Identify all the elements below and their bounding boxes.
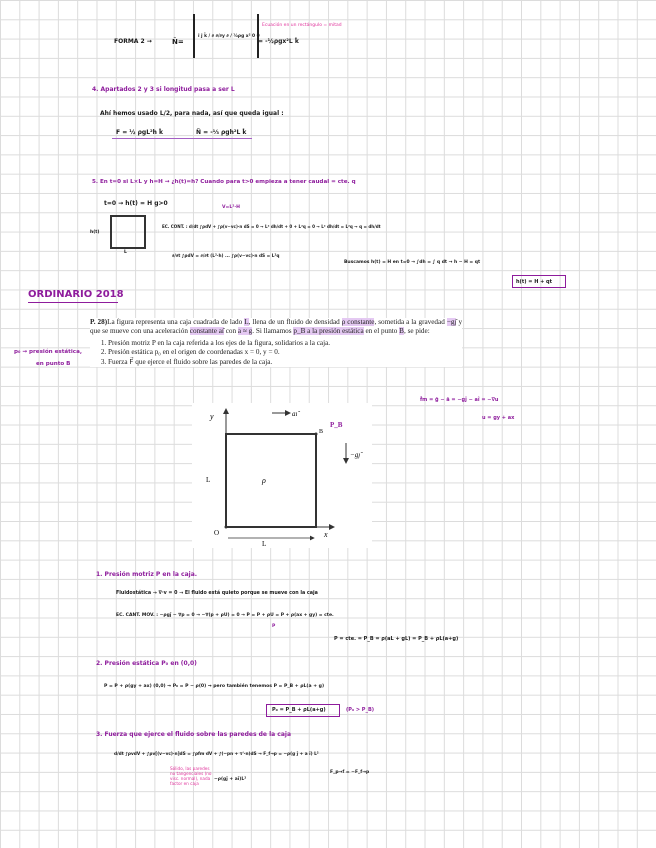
label-O: O bbox=[214, 529, 220, 537]
forma2-result: = -½ρgx²L k̂ bbox=[258, 38, 299, 45]
sol2-line2b: (P₀ > P_B) bbox=[346, 707, 375, 713]
box-figure bbox=[192, 403, 372, 548]
label-pB: P_B bbox=[330, 421, 343, 429]
label-accel: aı̂ bbox=[292, 410, 298, 418]
item4-underline bbox=[112, 138, 252, 139]
forma2-note: Ecuación en un rectángulo = mitad bbox=[262, 23, 342, 28]
sol3-line1: d/dt ∫ρvdV + ∫ρv[(v−vc)·n]dS = ∫ρfm dV + ∫(−pn + τ'·n)dS → F_f→p = −ρ(g ȷ̂ + a ı̂) L² bbox=[114, 752, 319, 757]
sol2-line1: P = P + ρ(gy + ax) (0,0) → P₀ = P − ρ(0) → pero también tenemos P = P_B + ρL(a + g) bbox=[104, 684, 325, 689]
sol1-line2-sub: P bbox=[272, 624, 276, 629]
sol3-under2: F_p→f = −F_f→p bbox=[330, 770, 370, 775]
section-title-underline bbox=[28, 302, 118, 303]
sol1-title: 1. Presión motriz P en la caja. bbox=[96, 571, 198, 578]
problem-item-3: 3. Fuerza F⃗ que ejerce el fluido sobre las paredes de la caja. bbox=[108, 358, 462, 367]
label-x: x bbox=[324, 530, 328, 539]
label-rho: ρ bbox=[262, 476, 266, 485]
forma2-symbol: Ñ= bbox=[172, 38, 184, 46]
problem-item-2: 2. Presión estática p₀ en el origen de coordenadas x = 0, y = 0. bbox=[108, 348, 462, 357]
item5-title: 5. En t=0 si L×L y h=H → ¿h(t)=h? Cuando para t>0 empieza a tener caudal = cte. q bbox=[92, 179, 356, 185]
sol3-title: 3. Fuerza que ejerce el fluido sobre las paredes de la caja bbox=[96, 731, 291, 738]
forma2-matrix-text: î ĵ k̂ / ∂ ∂/∂y ∂ / ½ρg x² 0 0 bbox=[198, 34, 260, 39]
sol1-line3: P = cte. = P_B = ρ(aL + gL) = P_B + ρL(a+g) bbox=[334, 636, 459, 642]
problem-item-1: 1. Presión motriz P en la caja referida a los ejes de la figura, solidarios a la caja. bbox=[108, 339, 462, 348]
problem-number: P. 28) bbox=[90, 318, 108, 326]
item4-title: 4. Apartados 2 y 3 si longitud pasa a ser L bbox=[92, 86, 235, 93]
item5-volume: V=L²·H bbox=[222, 205, 240, 210]
margin-note-2: en punto B bbox=[36, 361, 71, 367]
problem-statement: P. 28)La figura representa una caja cuadrada de lado L, llena de un fluido de densidad ρ constante, sometida a la gravedad −gȷ̂ y que se mueve con una aceleración constante aı̂ con a ≈ g. Si llamamos p_B a la presión estática en el punto B, se pide: 1. Presión motriz P en la caja referida a los ejes de la figura, solidarios a la caja. 2. Presión estática p₀ en el origen de coordenadas x = 0, y = 0. 3. Fuerza F⃗ que ejerce el fluido sobre las paredes de la caja. bbox=[90, 318, 462, 367]
item5-integral: ∂/∂t ∫ρdV = ∂/∂t (L²·h) ... ∫ρ(v−vc)·n dS = L²q bbox=[172, 254, 280, 259]
label-L-left: L bbox=[206, 476, 211, 484]
label-B: B bbox=[319, 429, 324, 435]
sol1-line1: Fluidostática → ∇·v = 0 → El fluido está quieto porque se mueve con la caja bbox=[116, 591, 318, 596]
sol2-result-box bbox=[266, 704, 340, 717]
item4-text: Ahí hemos usado L/2, para nada, así que queda igual : bbox=[100, 110, 284, 117]
item5-cond: t=0 → h(t) = H g>0 bbox=[104, 200, 168, 207]
item5-continuity: EC. CONT. : d/dt ∫ρdV + ∫ρ(v−vc)·n dS = 0 → L² dh/dt + 0 + L²q = 0 → L² dh/dt = L²q → q = dh/dt bbox=[162, 224, 381, 229]
box-diagram bbox=[192, 403, 372, 548]
sol2-line2: P₀ = P_B + ρL(a+g) bbox=[272, 707, 326, 713]
item5-result1: Buscamos h(t) = H en t=0 → ∫dh = ∫ q dt → h − H = qt bbox=[344, 260, 481, 265]
side-eq-2: u = gy + ax bbox=[482, 415, 515, 421]
point-B bbox=[315, 433, 318, 436]
item4-f1: F = ½ ρgL²h k̂ bbox=[116, 129, 163, 136]
sol3-under1: −ρ(gȷ̂ + aı̂)L² bbox=[214, 777, 247, 782]
label-gravity: −gȷ̂ bbox=[350, 451, 361, 459]
label-L-bottom: L bbox=[262, 540, 267, 548]
forma2-label: FORMA 2 → bbox=[114, 38, 152, 45]
tank-sketch bbox=[110, 215, 146, 249]
item5-label-h: h(t) bbox=[90, 230, 100, 235]
sol2-title: 2. Presión estática P₀ en (0,0) bbox=[96, 660, 197, 667]
section-title: ORDINARIO 2018 bbox=[28, 289, 124, 300]
sol1-line2: EC. CANT. MOV. : −ρgȷ̂ − ∇p = 0 → −∇(p + ρU) = 0 → P = P + ρU = P + ρ(ax + gy) = cte. bbox=[116, 613, 334, 618]
point-O bbox=[225, 526, 228, 529]
box-square bbox=[226, 434, 316, 527]
sol3-pink-note: Sólido, las paredes no tangenciales (no visc. normal), nada factor en caja bbox=[170, 766, 212, 786]
item5-label-L: L bbox=[124, 250, 127, 255]
margin-note-1: p₀ → presión estática, bbox=[14, 349, 82, 355]
label-y: y bbox=[210, 412, 214, 421]
item4-f2: Ñ = -⅓ ρgh²L k̂ bbox=[196, 129, 247, 136]
item5-result2: h(t) = H + qt bbox=[516, 279, 553, 285]
side-eq-1: f̄m = ḡ − ā = −gȷ̂ − aı̂ = −∇u bbox=[420, 397, 499, 403]
item5-result-box bbox=[512, 275, 566, 288]
